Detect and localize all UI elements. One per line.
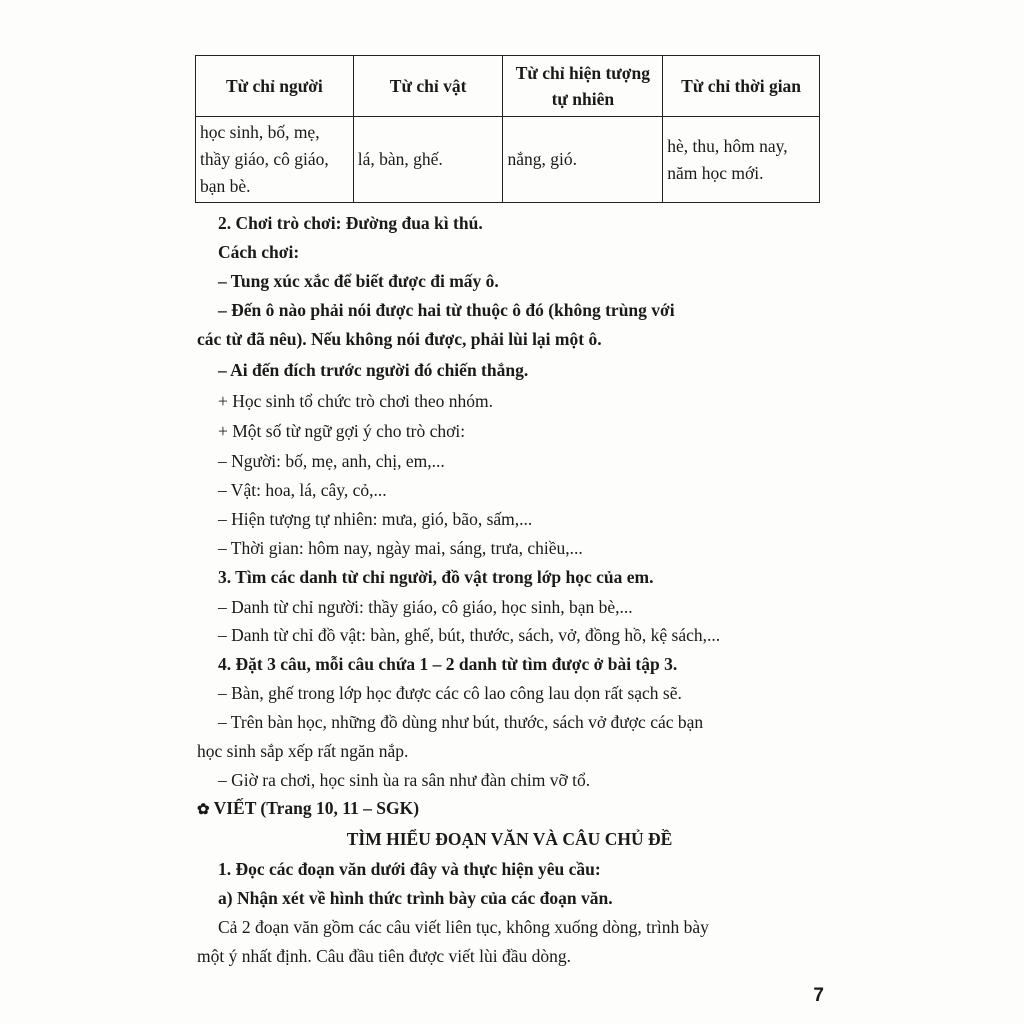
section-heading <box>197 796 419 822</box>
exercise-heading: 3. Tìm các danh từ chỉ người, đồ vật trong lớp học của em. <box>218 567 654 587</box>
body-line: – Trên bàn học, những đồ dùng như bút, thước, sách vở được các bạn <box>218 712 704 732</box>
table-cell: lá, bàn, ghế. <box>353 117 503 203</box>
exercise-heading: 2. Chơi trò chơi: Đường đua kì thú. <box>218 213 483 233</box>
question-line: a) Nhận xét về hình thức trình bày của các đoạn văn. <box>218 888 613 908</box>
section-title: VIẾT (Trang 10, 11 – SGK) <box>213 798 420 818</box>
body-line: + Một số từ ngữ gợi ý cho trò chơi: <box>218 421 466 441</box>
rule-line: – Đến ô nào phải nói được hai từ thuộc ô đó (không trùng với <box>218 300 675 320</box>
table-header-cell: Từ chỉ vật <box>353 56 503 117</box>
page-number: 7 <box>813 985 824 1006</box>
body-line: Cả 2 đoạn văn gồm các câu viết liên tục, không xuống dòng, trình bày <box>218 917 709 937</box>
body-line: học sinh sắp xếp rất ngăn nắp. <box>197 741 409 761</box>
flower-icon: ✿ <box>197 802 210 818</box>
table-header-cell: Từ chỉ người <box>196 56 354 117</box>
table-header-row <box>196 56 820 117</box>
body-line: – Hiện tượng tự nhiên: mưa, gió, bão, sấm,... <box>218 509 533 529</box>
vocabulary-table <box>195 55 820 203</box>
body-line: – Thời gian: hôm nay, ngày mai, sáng, trưa, chiều,... <box>218 538 583 558</box>
table-header-cell: Từ chỉ hiện tượng tự nhiên <box>503 56 663 117</box>
section-subtitle: TÌM HIỂU ĐOẠN VĂN VÀ CÂU CHỦ ĐỀ <box>346 829 673 849</box>
table-row <box>196 117 820 203</box>
body-line: + Học sinh tổ chức trò chơi theo nhóm. <box>218 391 494 411</box>
rule-line: – Tung xúc xắc để biết được đi mấy ô. <box>218 271 499 291</box>
body-line: – Bàn, ghế trong lớp học được các cô lao công lau dọn rất sạch sẽ. <box>218 683 682 703</box>
exercise-heading: 4. Đặt 3 câu, mỗi câu chứa 1 – 2 danh từ tìm được ở bài tập 3. <box>218 654 678 674</box>
body-line: – Danh từ chỉ đồ vật: bàn, ghế, bút, thước, sách, vở, đồng hồ, kệ sách,... <box>218 625 721 645</box>
subheading: Cách chơi: <box>218 242 300 262</box>
rule-line: các từ đã nêu). Nếu không nói được, phải lùi lại một ô. <box>197 329 602 349</box>
table-cell: hè, thu, hôm nay, năm học mới. <box>663 117 820 203</box>
body-line: một ý nhất định. Câu đầu tiên được viết lùi đầu dòng. <box>197 946 572 966</box>
table-cell: nắng, gió. <box>503 117 663 203</box>
table-header-cell: Từ chỉ thời gian <box>663 56 820 117</box>
table-cell: học sinh, bố, mẹ, thầy giáo, cô giáo, bạn bè. <box>196 117 354 203</box>
body-line: – Giờ ra chơi, học sinh ùa ra sân như đàn chim vỡ tổ. <box>218 770 591 790</box>
exercise-heading: 1. Đọc các đoạn văn dưới đây và thực hiện yêu cầu: <box>218 859 601 879</box>
rule-line: – Ai đến đích trước người đó chiến thắng. <box>218 360 529 380</box>
body-line: – Người: bố, mẹ, anh, chị, em,... <box>218 451 445 471</box>
body-line: – Vật: hoa, lá, cây, cỏ,... <box>218 480 387 500</box>
body-line: – Danh từ chỉ người: thầy giáo, cô giáo, học sinh, bạn bè,... <box>218 597 633 617</box>
